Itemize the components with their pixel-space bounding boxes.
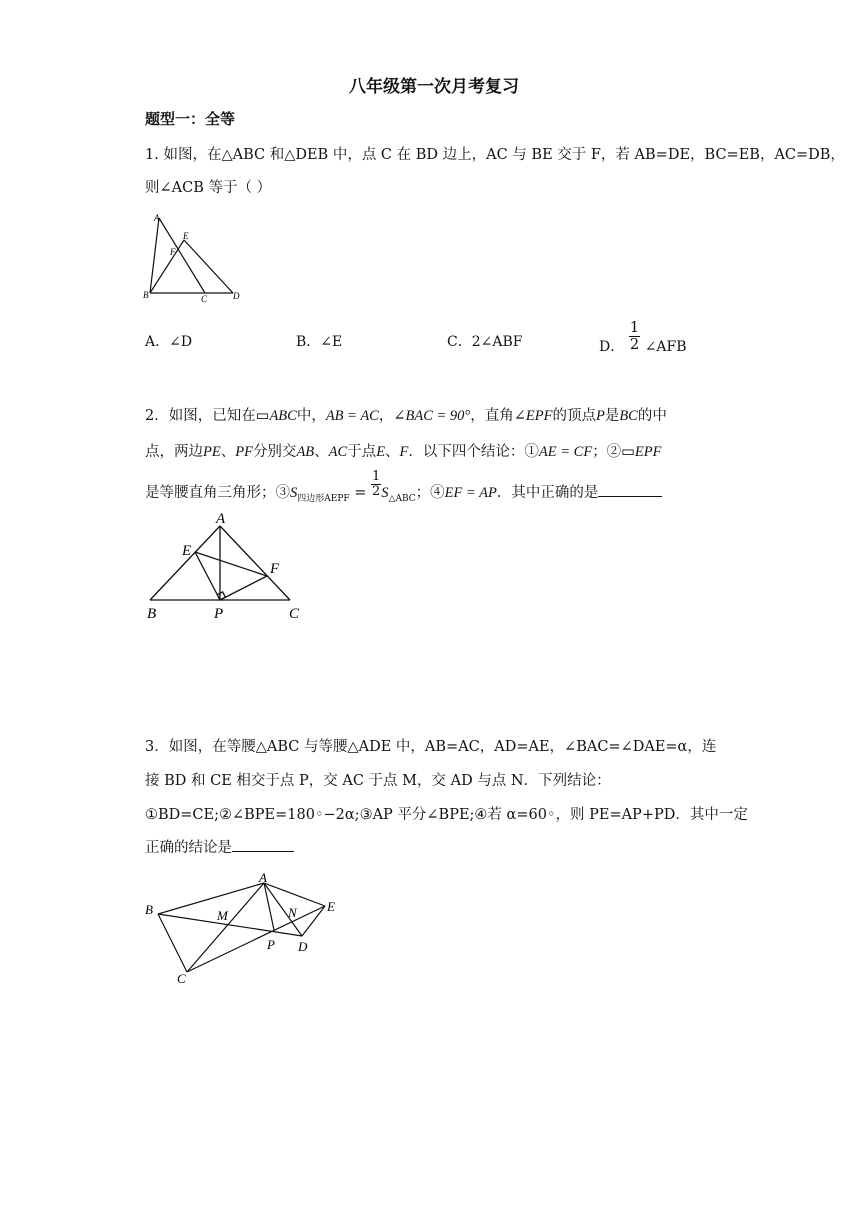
q2-text: 的顶点 [552,408,596,424]
q2-label-c: C [289,606,300,622]
q3-label-p: P [267,937,275,952]
q1-option-c[interactable]: C．2∠ABF [447,334,523,350]
q2-text: 的中 [637,408,667,424]
q2-text: ；④ [415,485,445,502]
q1-label-f: F [170,247,176,257]
q2-math: EF = AP [444,485,497,502]
q1-option-d-suffix: ∠AFB [644,339,687,356]
q2-text-line1 [145,404,667,425]
q3-text-line3: ①BD=CE;②∠BPE=180◦−2α;③AP 平分∠BPE;④若 α=60◦，则 PE=AP+PD．其中一定 [145,807,748,823]
q2-math: AC [328,444,348,460]
q2-math: E [376,444,386,460]
q2-math: AE = CF [538,444,593,460]
q2-text: 、 [314,444,329,460]
q1-option-a[interactable]: A．∠D [145,334,193,350]
q2-text: 、 [385,444,400,460]
q2-text: = [349,485,371,502]
q2-label-f: F [270,561,280,577]
section-heading: 题型一：全等 [145,110,236,128]
q1-option-d-prefix: D． [599,339,625,356]
q3-figure [140,868,355,993]
q1-text-line2: 则∠ACB 等于（ ） [145,180,272,196]
q2-label-a: A [216,511,226,527]
q3-text-line1: 3．如图，在等腰△ABC 与等腰△ADE 中，AB=AC，AD=AE，∠BAC=∠DAE=α，连 [145,739,717,755]
q2-subscript: △ABC [388,494,416,505]
q2-text: 2．如图，已知在 [145,408,256,424]
q1-label-e: E [183,231,189,241]
q2-text: 是等腰直角三角形；③ [145,485,290,502]
q2-math: AB [296,444,315,460]
q2-fraction-numerator: 1 [372,469,381,484]
q2-answer-blank[interactable] [598,484,662,497]
q2-text: ， [378,408,394,424]
q3-label-b: B [145,902,153,917]
q1-option-d-fraction [629,320,641,353]
q3-text: 正确的结论是 [145,840,232,856]
q2-text: 分别交 [252,444,297,460]
q3-label-d: D [298,939,308,954]
q3-label-e: E [327,899,335,914]
q2-math: F [399,444,409,460]
q2-math: ∠BAC = 90° [393,408,471,424]
q1-figure [140,210,250,305]
q1-option-b[interactable]: B．∠E [296,334,343,350]
q3-answer-blank[interactable] [232,839,294,852]
page-title: 八年级第一次月考复习 [349,77,519,97]
q2-text: ．其中正确的是 [496,485,599,502]
q2-text: ，直角 [470,408,514,424]
q2-fraction-denominator: 2 [372,483,381,499]
q2-label-p: P [214,606,224,622]
q1-label-a: A [154,213,160,223]
q2-math: PE [203,444,221,460]
q1-text-line1: 1. 如图，在△ABC 和△DEB 中，点 C 在 BD 边上，AC 与 BE 交于 F，若 AB=DE，BC=EB，AC=DB， [145,147,845,163]
q2-text-line2 [145,440,661,461]
q1-label-c: C [201,294,208,304]
q3-label-c: C [177,971,186,986]
q2-text: 点，两边 [145,444,203,460]
q2-math: ∠EPF [513,408,553,424]
q3-label-n: N [288,905,297,920]
q1-option-d[interactable] [599,318,687,356]
q2-label-b: B [147,606,157,622]
q2-fraction [371,470,381,498]
q1-label-d: D [233,291,240,301]
q2-math: AB = AC [325,408,379,424]
q1-label-b: B [143,290,149,300]
triangle-symbol: ▭ [255,408,270,424]
q3-text-line2: 接 BD 和 CE 相交于点 P，交 AC 于点 M，交 AD 与点 N．下列结论： [145,773,611,789]
q2-text: 是 [604,408,620,424]
q2-math: PF [235,444,253,460]
q3-label-a: A [259,870,267,885]
q3-text-line4 [145,836,294,857]
q3-label-m: M [217,908,228,923]
q2-math: P [595,408,605,424]
q2-text: ．以下四个结论：① [408,444,539,460]
q2-math: BC [619,408,638,424]
q2-text: 、 [220,444,236,460]
q2-math: S [381,485,389,502]
q2-subscript: 四边形AEPF [297,494,350,505]
q2-text: ；② [592,444,622,460]
triangle-symbol: ▭ [621,444,635,460]
q2-math: EPF [634,444,662,460]
q2-label-e: E [182,543,192,559]
q1-fraction-denominator: 2 [629,334,640,353]
q1-fraction-numerator: 1 [629,318,640,336]
q2-text: 于点 [347,444,377,460]
q2-math: ABC [269,408,297,424]
q2-math: S [290,485,298,502]
q2-text: 中， [296,408,326,424]
q2-figure [140,506,320,626]
q2-text-line3 [145,469,662,505]
